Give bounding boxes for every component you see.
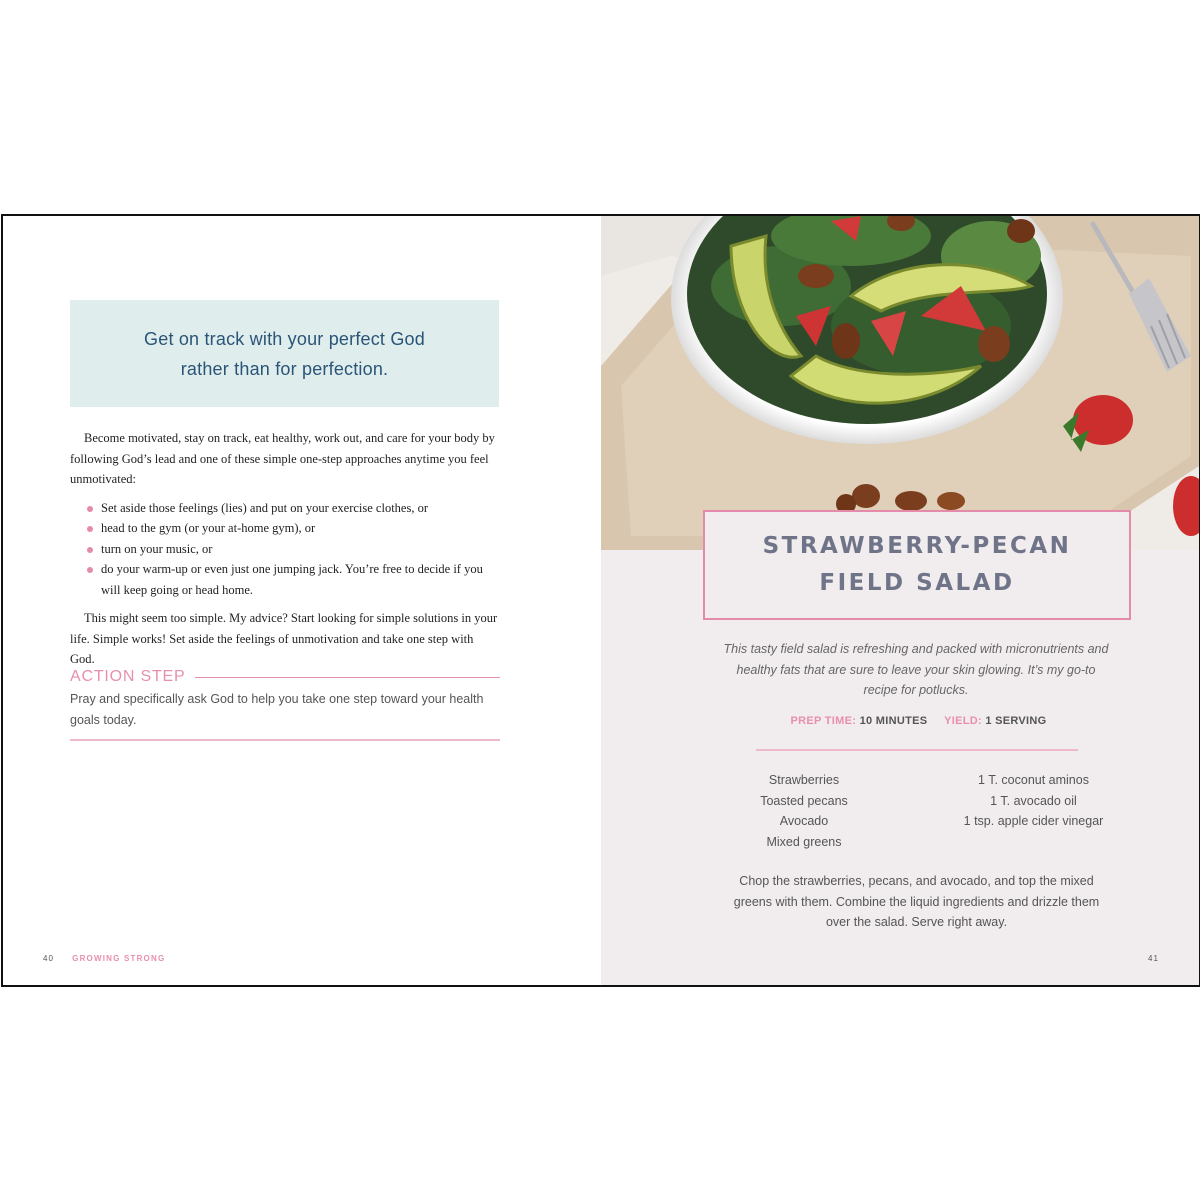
action-step-header (70, 668, 500, 686)
recipe-title-line-1: STRAWBERRY-PECAN (762, 533, 1072, 559)
ingredient: Toasted pecans (760, 793, 848, 808)
pull-quote-line-1: Get on track with your perfect God (144, 328, 425, 349)
list-item: head to the gym (or your at-home gym), or (70, 518, 500, 539)
recipe-meta (601, 715, 1200, 727)
ingredient: 1 tsp. apple cider vinegar (963, 814, 1104, 828)
page-number: 41 (1148, 954, 1159, 963)
yield-label: YIELD: (944, 715, 982, 727)
list-item: do your warm-up or even just one jumping jack. You’re free to decide if you will keep going or head home. (70, 559, 500, 600)
recipe-divider (756, 749, 1078, 751)
ingredient: Avocado (779, 814, 829, 828)
ingredient: Mixed greens (766, 834, 842, 849)
salad-photo-illustration (601, 216, 1199, 550)
action-step-bottom-rule (70, 739, 500, 741)
salad-photo (601, 216, 1199, 550)
ingredient: 1 T. coconut aminos (978, 773, 1089, 787)
body-text (70, 428, 500, 670)
ingredients-right (941, 770, 1126, 832)
page-number: 40 (43, 954, 54, 963)
recipe-intro: This tasty field salad is refreshing and packed with micronutrients and healthy fats that are sure to leave your skin glowing. It’s my go-to recipe for potlucks. (723, 642, 1109, 697)
right-page (601, 216, 1199, 985)
pull-quote-line-2: rather than for perfection. (180, 358, 389, 379)
yield-value: 1 SERVING (985, 715, 1047, 727)
list-item: Set aside those feelings (lies) and put on your exercise clothes, or (70, 498, 500, 519)
recipe-method: Chop the strawberries, pecans, and avocado, and top the mixed greens with them. Combine the liquid ingredients and drizzle them over the salad. Serve right away. (733, 874, 1100, 929)
approach-list (70, 498, 500, 601)
running-head: GROWING STRONG (72, 954, 166, 963)
recipe-title (763, 528, 1072, 602)
left-folio (43, 954, 165, 963)
prep-time-label: PREP TIME: (790, 715, 857, 727)
action-step-text: Pray and specifically ask God to help you take one step toward your health goals today. (70, 692, 484, 727)
left-page (3, 216, 601, 985)
recipe-title-line-2: FIELD SALAD (819, 570, 1015, 596)
ingredient: Strawberries (768, 773, 840, 787)
intro-paragraph: Become motivated, stay on track, eat healthy, work out, and care for your body by following God’s lead and one of these simple one-step approaches anytime you feel unmotivated: (70, 431, 495, 486)
list-item: turn on your music, or (70, 539, 500, 560)
action-step-divider (195, 677, 500, 678)
prep-time-value: 10 MINUTES (859, 715, 928, 727)
recipe-title-box (703, 510, 1131, 620)
closing-paragraph: This might seem too simple. My advice? Start looking for simple solutions in your life. Simple works! Set aside the feelings of unmotivation and take one step with God. (70, 611, 498, 666)
action-step-title: ACTION STEP (70, 668, 186, 685)
pull-quote (144, 324, 425, 384)
book-spread (1, 214, 1200, 987)
right-folio (1148, 954, 1159, 963)
action-step-section (70, 668, 500, 741)
ingredients-left (744, 770, 864, 852)
ingredient: 1 T. avocado oil (990, 793, 1077, 808)
pull-quote-box (70, 300, 499, 407)
